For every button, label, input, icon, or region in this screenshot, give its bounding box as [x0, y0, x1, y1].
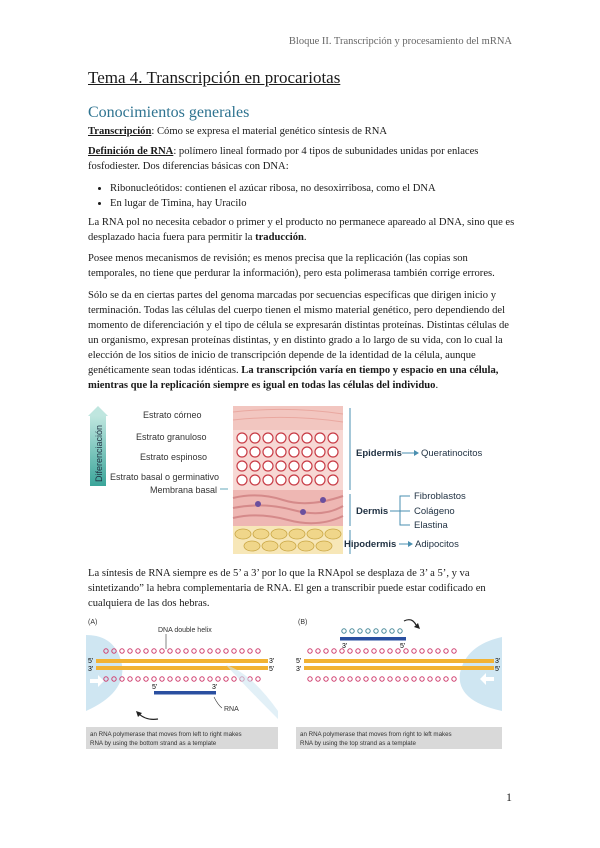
- queratinocitos-label: Queratinocitos: [421, 448, 483, 459]
- page-number: 1: [506, 790, 512, 804]
- layer-label: Estrato córneo: [143, 410, 202, 420]
- caption-line: RNA by using the top strand as a template: [300, 740, 416, 747]
- paragraph-genoma: Sólo se da en ciertas partes del genoma marcadas por secuencias específicas que dirigen inicio y terminación. Todas las células del cuerpo tienen el mismo material genético, pero dependiendo del momento de diferenciación y el tipo de célula se expresarán distintas proteínas. Distintas células de un organismo, expresan proteínas distintas, y en distinto grado a lo largo de su vida, con lo cual la elección de los sitios de inicio de transcripción depende de la identidad de la célula, aunque genéticamente sean todas idénticas. La transcripción varía en tiempo y espacio en una célula, mientras que la replicación siempre es igual en todas las células del individuo.: [88, 290, 509, 391]
- figure-label: (A): [88, 619, 98, 626]
- figure-label: (B): [298, 619, 308, 626]
- figure-b-polymerase: [296, 615, 502, 749]
- paragraph-transcripcion: Transcripción: Cómo se expresa el material genético síntesis de RNA: [88, 126, 388, 137]
- caption-line: an RNA polymerase that moves from right to left makes: [300, 731, 452, 738]
- end-label: 3': [296, 666, 302, 673]
- paragraph-revision: Posee menos mecanismos de revisión; es menos precisa que la replicación (las copias son temporales, no tiene que perdurar la información), pero esta polimerasa también corrige errores.: [88, 253, 495, 279]
- adipocitos-label: Adipocitos: [415, 539, 459, 550]
- layer-label: Estrato espinoso: [140, 452, 208, 462]
- tissue-illustration: [233, 406, 343, 554]
- dermis-label: Dermis: [356, 506, 389, 517]
- bullet-list: [88, 181, 518, 211]
- diff-label: Diferenciación: [94, 424, 104, 482]
- dermis-item: Colágeno: [414, 506, 455, 517]
- end-label: 5': [296, 658, 302, 665]
- dermis-item: Elastina: [414, 520, 448, 531]
- list-item: • En lugar de Timina, hay Uracilo: [110, 196, 518, 211]
- helix-label: DNA double helix: [158, 627, 212, 634]
- end-label: 3': [342, 643, 348, 650]
- term: Transcripción: [88, 126, 152, 137]
- caption-line: RNA by using the bottom strand as a template: [90, 740, 217, 747]
- end-label: 3': [495, 658, 501, 665]
- differentiation-arrow: [88, 406, 108, 486]
- layer-label: Estrato basal o germinativo: [110, 472, 220, 482]
- hipodermis-label: Hipodermis: [344, 539, 397, 550]
- end-label: 5': [152, 684, 158, 691]
- skin-diagram: [88, 404, 518, 556]
- end-label: 5': [88, 658, 94, 665]
- end-label: 5': [269, 666, 275, 673]
- layer-label: Membrana basal: [150, 485, 218, 495]
- caption-line: an RNA polymerase that moves from left to right makes: [90, 731, 242, 738]
- layer-label: Estrato granuloso: [136, 432, 207, 442]
- rna-label: RNA: [224, 706, 239, 713]
- page-title: Tema 4. Transcripción en procariotas: [88, 68, 341, 87]
- dermis-item: Fibroblastos: [414, 491, 466, 502]
- figure-a-polymerase: [86, 615, 278, 749]
- end-label: 5': [495, 666, 501, 673]
- epidermis-label: Epidermis: [356, 448, 402, 459]
- list-item: • Ribonucleótidos: contienen el azúcar ribosa, no desoxirribosa, como el DNA: [110, 181, 518, 196]
- running-header: Bloque II. Transcripción y procesamiento del mRNA: [288, 36, 512, 47]
- paragraph-definicion: Definición de RNA: polímero lineal formado por 4 tipos de subunidades unidas por enlaces fosfodiester. Dos diferencias básicas con DNA:: [88, 146, 479, 172]
- section-heading: Conocimientos generales: [88, 104, 250, 121]
- end-label: 3': [212, 684, 218, 691]
- end-label: 3': [269, 658, 275, 665]
- end-label: 3': [88, 666, 94, 673]
- term: Definición de RNA: [88, 146, 174, 157]
- paragraph-sintesis: La síntesis de RNA siempre es de 5’ a 3’ por lo que la RNApol se desplaza de 3’ a 5’, y va sintetizando” la hebra complementaria de RNA. El gen a transcribir puede estar codificado en cualquiera de las dos hebras.: [88, 568, 486, 609]
- paragraph-rnapol: La RNA pol no necesita cebador o primer y el producto no permanece apareado al DNA, sino que es desplazado hacia fuera para permitir la traducción.: [88, 217, 515, 243]
- end-label: 5': [400, 643, 406, 650]
